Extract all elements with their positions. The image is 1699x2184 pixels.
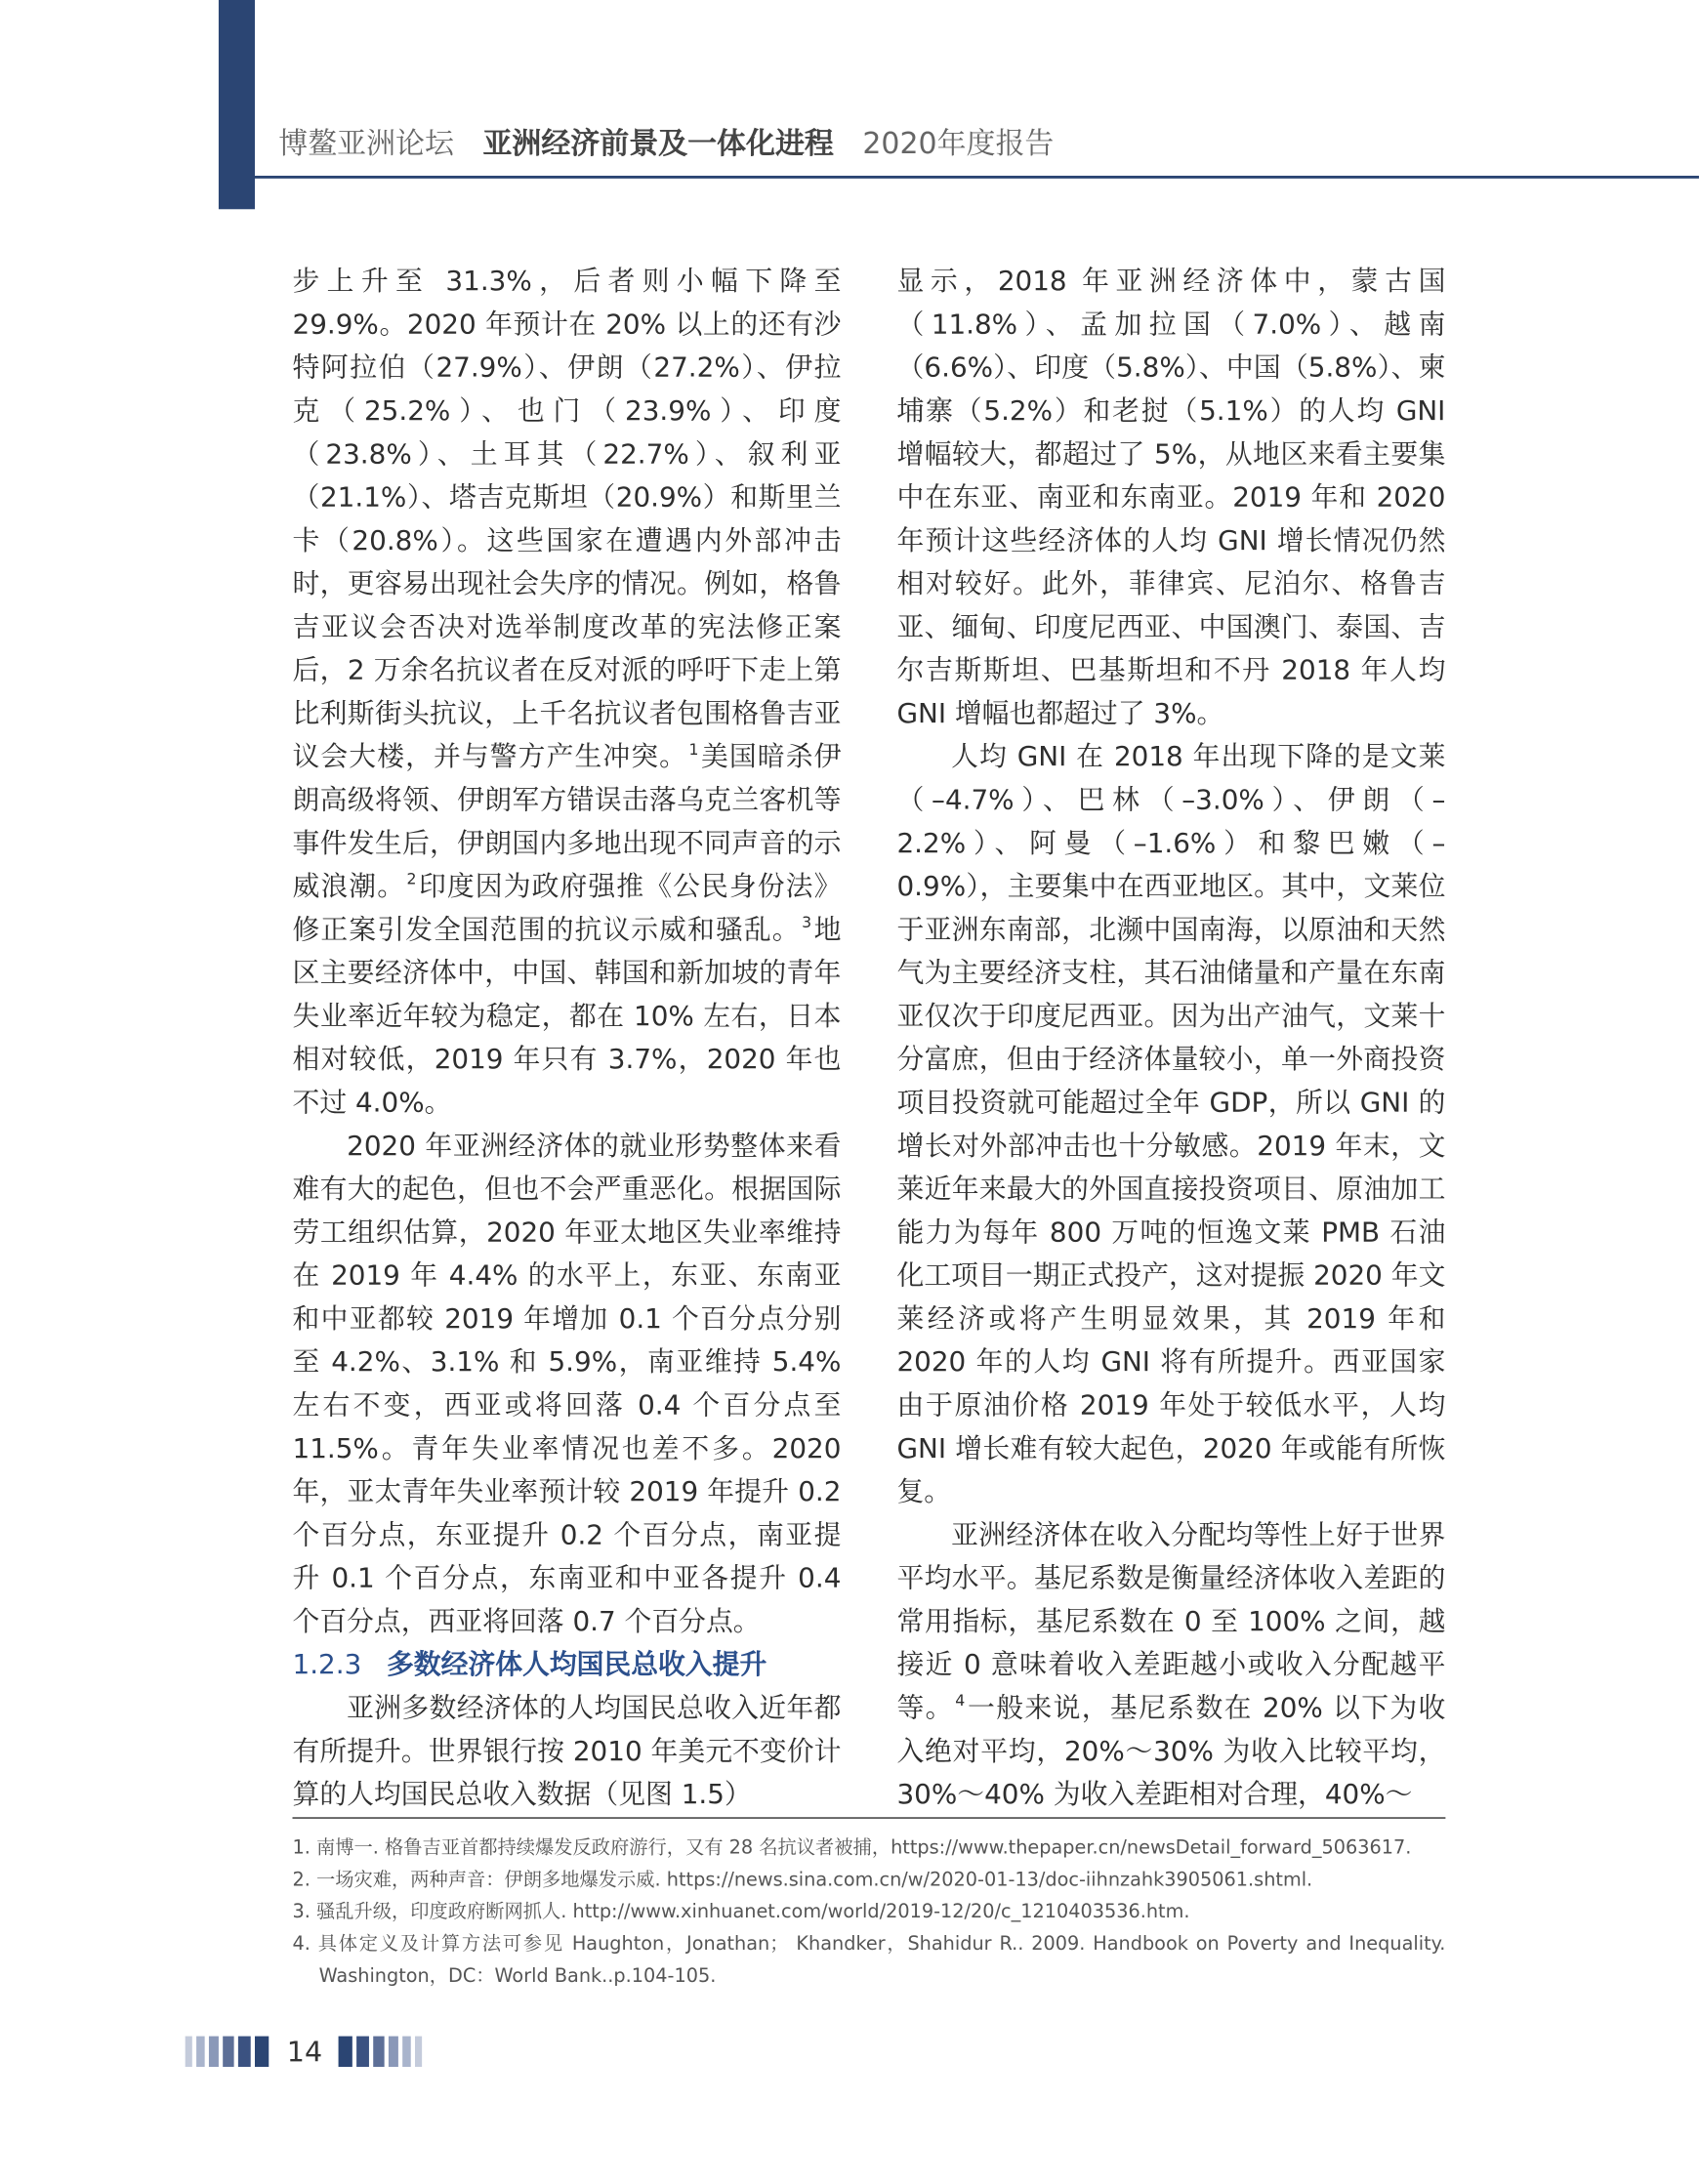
decor-bar [416,2037,423,2067]
decor-bar [255,2037,269,2067]
decor-bar [196,2037,205,2067]
page-number: 14 [286,2035,323,2069]
paragraph-text: 美国暗杀伊朗高级将领、伊朗军方错误击落乌克兰客机等事件发生后，伊朗国内多地出现不同声音的示威浪潮。 [292,740,842,903]
left-column [293,260,842,1816]
header-title: 亚洲经济前景及一体化进程 [482,125,834,161]
decor-bar [374,2037,385,2067]
footnotes [293,1833,1446,1993]
decor-bar [357,2037,370,2067]
body-paragraph: 人均 GNI 在 2018 年出现下降的是文莱（–4.7%）、巴林（–3.0%）、伊朗（–2.2%）、阿曼（–1.6%）和黎巴嫩（–0.9%），主要集中在西亚地区。其中，文莱位于亚洲东南部，北濒中国南海，以原油和天然气为主要经济支柱，其石油储量和产量在东南亚仅次于印度尼西亚。因为出产油气，文莱十分富庶，但由于经济体量较小，单一外商投资项目投资就可能超过全年 GDP，所以 GNI 的增长对外部冲击也十分敏感。2019 年末，文莱近年来最大的外国直接投资项目、原油加工能力为每年 800 万吨的恒逸文莱 PMB 石油化工项目一期正式投产，这对提振 2020 年文莱经济或将产生明显效果，其 2019 年和 2020 年的人均 GNI 将有所提升。西亚国家由于原油价格 2019 年处于较低水平，人均 GNI 增长难有较大起色，2020 年或能有所恢复。 [896,740,1446,1508]
decor-bar [209,2037,219,2067]
header-rule [255,176,1699,179]
header-org: 博鳌亚洲论坛 [278,126,454,161]
running-header [278,123,1054,165]
paragraph-text: 印度因为政府强推《公民身份法》修正案引发全国范围的抗议示威和骚乱。 [292,870,842,946]
section-heading [293,1643,842,1686]
footnote-marker: 1 [688,740,699,760]
section-title: 多数经济体人均国民总收入提升 [386,1648,767,1681]
footnote: 3. 骚乱升级，印度政府断网抓人. http://www.xinhuanet.com/world/2019-12/20/c_1210403536.htm. [292,1901,1190,1923]
decor-bar [186,2037,192,2067]
footnote-marker: 3 [802,913,812,932]
footnote: 1. 南博一. 格鲁吉亚首都持续爆发反政府游行，又有 28 名抗议者被捕，https://www.thepaper.cn/newsDetail_forward_5063617. [292,1836,1412,1860]
body-paragraph: 亚洲多数经济体的人均国民总收入近年都有所提升。世界银行按 2010 年美元不变价计算的人均国民总收入数据（见图 1.5） [292,1691,842,1811]
body-paragraph: 2020 年亚洲经济体的就业形势整体来看难有大的起色，但也不会严重恶化。根据国际劳工组织估算，2020 年亚太地区失业率维持在 2019 年 4.4% 的水平上，东亚、东南亚和中亚都较 2019 年增加 0.1 个百分点分别至 4.2%、3.1% 和 5.9%，南亚维持 5.4% 左右不变，西亚或将回落 0.4 个百分点至 11.5%。青年失业率情况也差不多。2020 年，亚太青年失业率预计较 2019 年提升 0.2 个百分点，东亚提升 0.2 个百分点，南亚提升 0.1 个百分点，东南亚和中亚各提升 0.4 个百分点，西亚将回落 0.7 个百分点。 [292,1130,842,1638]
paragraph-text: 一般来说，基尼系数在 20% 以下为收入绝对平均，20%～30% 为收入比较平均，30%～40% 为收入差距相对合理，40%～ [896,1691,1446,1811]
paragraph-text: 步上升至 31.3%，后者则小幅下降至 29.9%。2020 年预计在 20% 以上的还有沙特阿拉伯（27.9%）、伊朗（27.2%）、伊拉克（25.2%）、也门（23.9%）、印度（23.8%）、土耳其（22.7%）、叙利亚（21.1%）、塔吉克斯坦（20.9%）和斯里兰卡（20.8%）。这些国家在遭遇内外部冲击时，更容易出现社会失序的情况。例如，格鲁吉亚议会否决对选举制度改革的宪法修正案后，2 万余名抗议者在反对派的呼吁下走上第比利斯街头抗议，上千名抗议者包围格鲁吉亚议会大楼，并与警方产生冲突。 [292,265,842,773]
decor-bar [339,2037,352,2067]
footnote-marker: 2 [406,870,417,888]
paragraph-text: 地区主要经济体中，中国、韩国和新加坡的青年失业率近年较为稳定，都在 10% 左右，日本相对较低，2019 年只有 3.7%，2020 年也不过 4.0%。 [292,913,842,1119]
header-year-report: 2020年度报告 [862,126,1055,161]
body-paragraph [293,260,842,1125]
footnote-rule [293,1817,1446,1818]
header-accent-bar [219,0,255,209]
paragraph-text: 亚洲经济体在收入分配均等性上好于世界平均水平。基尼系数是衡量经济体收入差距的常用指标，基尼系数在 0 至 100% 之间，越接近 0 意味着收入差距越小或收入分配越平等。 [896,1518,1446,1724]
decor-bar [390,2037,399,2067]
decor-bar [238,2037,251,2067]
footnote: 2. 一场灾难，两种声音：伊朗多地爆发示威. https://news.sina.com.cn/w/2020-01-13/doc-iihnzahk3905061.shtml. [292,1869,1313,1892]
footnote-marker: 4 [955,1691,966,1710]
right-column [896,260,1445,1816]
body-paragraph [896,1513,1445,1816]
decor-bar [403,2037,412,2067]
decor-bar [223,2037,233,2067]
body-paragraph: 显示，2018 年亚洲经济体中，蒙古国（11.8%）、孟加拉国（7.0%）、越南（6.6%）、印度（5.8%）、中国（5.8%）、柬埔寨（5.2%）和老挝（5.1%）的人均 GNI 增幅较大，都超过了 5%，从地区来看主要集中在东亚、南亚和东南亚。2019 年和 2020 年预计这些经济体的人均 GNI 增长情况仍然相对较好。此外，菲律宾、尼泊尔、格鲁吉亚、缅甸、印度尼西亚、中国澳门、泰国、吉尔吉斯斯坦、巴基斯坦和不丹 2018 年人均 GNI 增幅也都超过了 3%。 [896,265,1446,730]
page-number-block [186,2035,427,2068]
footnote: 4. 具体定义及计算方法可参见 Haughton，Jonathan； Khandker，Shahidur R.. 2009. Handbook on Poverty and Inequality. Washington，DC：World Bank..p.104-105. [292,1932,1446,1988]
section-number: 1.2.3 [292,1648,362,1681]
